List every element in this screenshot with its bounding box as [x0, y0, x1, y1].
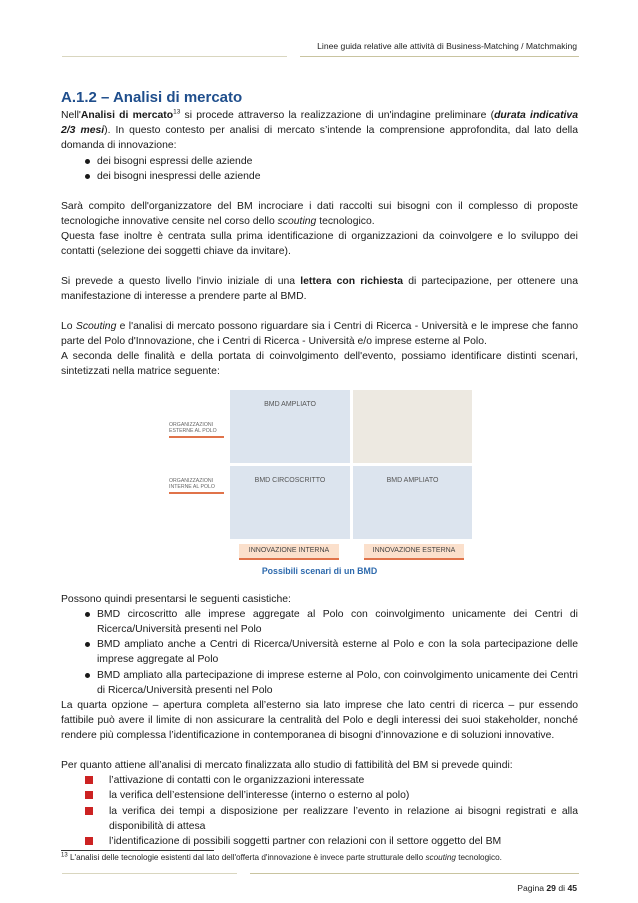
list-item: dei bisogni inespressi delle aziende [85, 169, 578, 184]
paragraph: La quarta opzione – apertura completa all’esterno sia lato imprese che lato centri di ricerca – pur essendo fattibile può avere il limite di non assicurare la centralità del Polo e degli interessi dei suoi stakeholder, nonché rendere più complessa l’identificazione in contemporanea di bisogni d’innovazione e di soluzioni innovative. [61, 699, 578, 742]
figure-caption: Possibili scenari di un BMD [261, 565, 378, 576]
paragraph [61, 319, 578, 349]
activities-list [61, 773, 578, 849]
needs-list [61, 154, 578, 184]
italic-term: scouting [277, 215, 317, 227]
list-item: l’identificazione di possibili soggetti partner con relazioni con il settore oggetto del BM [85, 834, 578, 849]
text: Nell' [61, 110, 81, 121]
footnote-rule [61, 850, 214, 851]
running-header: Linee guida relative alle attività di Business-Matching / Matchmaking [317, 41, 577, 51]
italic-term: scouting [425, 853, 456, 862]
bold-term: Analisi di mercato [80, 110, 174, 121]
text: di [555, 883, 568, 893]
cases-list [61, 607, 578, 698]
footnote-number: 13 [61, 852, 68, 859]
italic-term: Scouting [75, 320, 117, 332]
scenario-matrix [61, 380, 578, 562]
page-number [517, 883, 577, 893]
page-content [61, 88, 578, 849]
cell-bmd-ampliato-top: BMD AMPLIATO [230, 390, 350, 463]
paragraph: Questa fase inoltre è centrata sulla prima identificazione di organizzazioni da coinvolgere e lo sviluppo dei contatti (selezione dei soggetti chiave da invitare). [61, 230, 578, 258]
text: si procede attraverso la realizzazione di un'indagine preliminare ( [180, 110, 495, 121]
paragraph: Possono quindi presentarsi le seguenti casistiche: [61, 593, 291, 605]
list-item: l’attivazione di contatti con le organizzazioni interessate [85, 773, 578, 788]
list-item: BMD ampliato anche a Centri di Ricerca/Università esterne al Polo e con la sola partecipazione delle imprese aggregate al Polo [85, 637, 578, 667]
header-rule-left [62, 56, 287, 57]
row-label-internal: ORGANIZZAZIONI INTERNE AL POLO [169, 478, 224, 494]
bold-term: lettera con richiesta [300, 275, 404, 287]
text: Pagina [517, 883, 547, 893]
footer-rule [250, 873, 579, 874]
header-rule [300, 56, 579, 57]
text: Si prevede a questo livello l'invio iniziale di una [61, 275, 301, 287]
list-item: la verifica dell’estensione dell’interesse (interno o esterno al polo) [85, 788, 578, 803]
cell-empty [353, 390, 472, 463]
cell-bmd-circoscritto: BMD CIRCOSCRITTO [230, 466, 350, 539]
total-pages: 45 [567, 883, 577, 893]
list-item: la verifica dei tempi a disposizione per realizzare l’evento in relazione ai bisogni registrati e alla disponibilità di attesa [85, 804, 578, 834]
row-label-external: ORGANIZZAZIONI ESTERNE AL POLO [169, 422, 224, 438]
section-heading: A.1.2 – Analisi di mercato [61, 89, 243, 106]
paragraph [61, 199, 578, 229]
footer-rule-left [62, 873, 237, 874]
cell-bmd-ampliato-right: BMD AMPLIATO [353, 466, 472, 539]
col-label-external: INNOVAZIONE ESTERNA [364, 544, 464, 560]
text: L'analisi delle tecnologie esistenti dal lato dell'offerta d'innovazione è invece parte strutturale dello [67, 853, 426, 862]
text: ). In questo contesto per analisi di mercato s’intende la comprensione approfondita, dal lato della domanda di innovazione: [61, 125, 578, 152]
text: Lo [61, 320, 76, 332]
intro-paragraph [61, 108, 578, 154]
footnote-ref[interactable]: 13 [173, 108, 181, 116]
text: di partecipazione, per ottenere una manifestazione di interesse a prendere parte al BMD. [61, 275, 578, 303]
text: Sarà compito dell'organizzatore del BM incrociare i dati raccolti sui bisogni con il complesso di proposte tecnologiche innovative censite nel corso dello [61, 200, 578, 227]
current-page: 29 [546, 883, 556, 893]
col-label-internal: INNOVAZIONE INTERNA [239, 544, 339, 560]
text: tecnologico. [455, 853, 502, 862]
text: e l'analisi di mercato possono riguardare sia i Centri di Ricerca - Università e le imprese che fanno parte del Polo d'Innovazione, che i Centri di Ricerca - Università e/o imprese esterne al Polo. [61, 320, 579, 347]
footnote [61, 853, 502, 862]
list-item: BMD circoscritto alle imprese aggregate al Polo con coinvolgimento unicamente dei Centri di Ricerca/Università presenti nel Polo [85, 607, 578, 637]
text: tecnologico. [316, 215, 375, 227]
list-item: dei bisogni espressi delle aziende [85, 154, 578, 169]
paragraph: A seconda delle finalità e della portata di coinvolgimento dell'evento, possiamo identificare distinti scenari, sintetizzati nella matrice seguente: [61, 351, 578, 378]
paragraph [61, 274, 578, 304]
list-item: BMD ampliato alla partecipazione di imprese esterne al Polo, con coinvolgimento unicamente dei Centri di Ricerca/Università presenti nel Polo [85, 668, 578, 698]
paragraph: Per quanto attiene all’analisi di mercato finalizzata allo studio di fattibilità del BM si prevede quindi: [61, 760, 513, 772]
bold-duration: durata indicativa 2/3 mesi [61, 110, 578, 137]
